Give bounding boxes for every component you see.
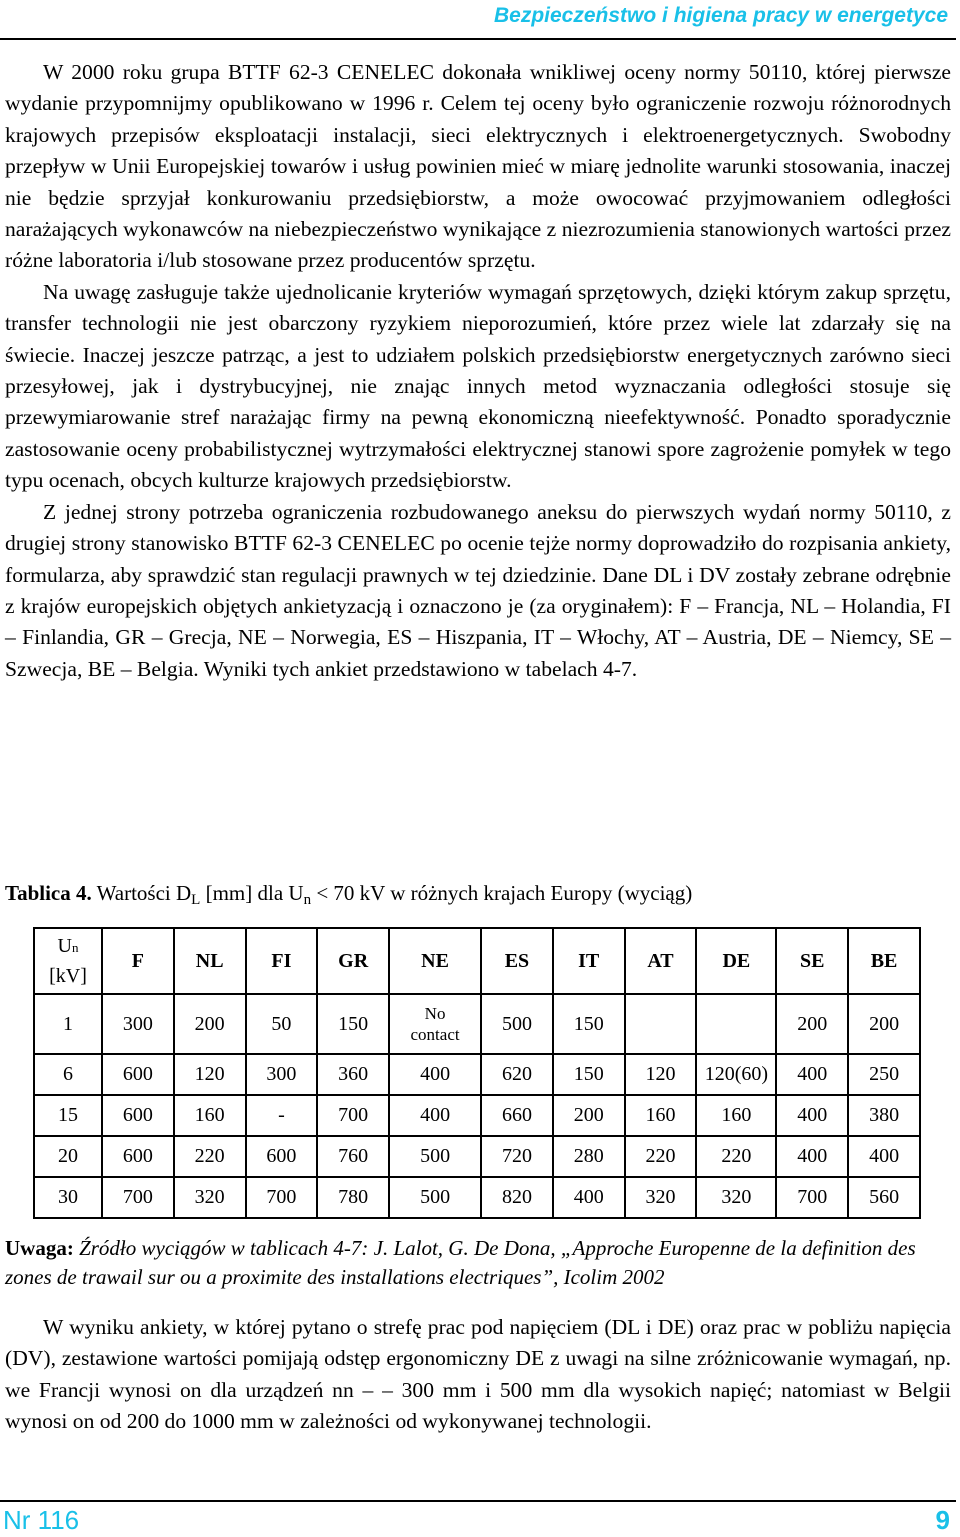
un-header-sub: n bbox=[71, 940, 79, 955]
value-cell: 160 bbox=[174, 1095, 246, 1136]
un-cell: 15 bbox=[34, 1095, 102, 1136]
country-header: AT bbox=[625, 928, 697, 994]
value-cell: 820 bbox=[481, 1177, 553, 1218]
page-header bbox=[0, 0, 956, 40]
table-caption-label: Tablica 4. bbox=[5, 881, 92, 905]
un-cell: 20 bbox=[34, 1136, 102, 1177]
value-cell: 320 bbox=[174, 1177, 246, 1218]
country-header: GR bbox=[317, 928, 389, 994]
un-cell: 6 bbox=[34, 1054, 102, 1095]
table-caption-text-2: [mm] dla U bbox=[200, 881, 304, 905]
table-header-row bbox=[34, 928, 920, 994]
country-header: FI bbox=[246, 928, 318, 994]
value-cell: 620 bbox=[481, 1054, 553, 1095]
value-cell: 500 bbox=[389, 1136, 481, 1177]
page-number: 9 bbox=[935, 1505, 950, 1535]
country-header: F bbox=[102, 928, 174, 994]
value-cell: 500 bbox=[389, 1177, 481, 1218]
source-note-label: Uwaga: bbox=[5, 1236, 74, 1260]
closing-paragraph: W wyniku ankiety, w której pytano o strefę prac pod napięciem (DL i DE) oraz prac w pobliżu napięcia (DV), zestawione wartości pomijają odstęp ergonomiczny DE z uwagi na silne zróżnicowanie wymagań, np. we Francji wynosi on dla urządzeń nn – – 300 mm i 500 mm dla wysokich napięć; natomiast w Belgii wynosi on od 200 do 1000 mm w zależności od wykonywanej technologii. bbox=[5, 1315, 951, 1434]
value-cell: 200 bbox=[174, 994, 246, 1054]
un-header-symbol: U bbox=[57, 935, 72, 957]
country-header: IT bbox=[553, 928, 625, 994]
value-cell: 300 bbox=[102, 994, 174, 1054]
value-cell: 400 bbox=[553, 1177, 625, 1218]
value-cell: 160 bbox=[696, 1095, 776, 1136]
value-cell: 150 bbox=[317, 994, 389, 1054]
value-cell: 400 bbox=[389, 1095, 481, 1136]
paragraph-1: W 2000 roku grupa BTTF 62-3 CENELEC dokonała wnikliwej oceny normy 50110, której pierwsze wydanie przypomnijmy opublikowano w 1996 r. Celem tej oceny było ograniczenie rozwoju różnorodnych krajowych przepisów eksploatacji instalacji, sieci elektrycznych i elektroenergetycznych. Swobodny przepływ w Unii Europejskiej towarów i usług powinien mieć w miarę jednolite warunki stosowania, inaczej nie będzie sprzyjał konkurowaniu przedsiębiorstw, a może owocować przyjmowaniem odległości narażających wykonawców na niebezpieczeństwo wynikające z niezrozumienia stanowionych wartości przez różne laboratoria i/lub stosowane przez producentów sprzętu. bbox=[5, 60, 951, 273]
cell-line: No bbox=[424, 1004, 446, 1023]
un-header-unit: [kV] bbox=[49, 965, 87, 987]
value-cell bbox=[389, 994, 481, 1054]
value-cell: 380 bbox=[848, 1095, 920, 1136]
country-header: BE bbox=[848, 928, 920, 994]
value-cell: 560 bbox=[848, 1177, 920, 1218]
value-cell: 400 bbox=[776, 1054, 848, 1095]
paragraph-3: Z jednej strony potrzeba ograniczenia rozbudowanego aneksu do pierwszych wydań normy 50110, z drugiej strony stanowisko BTTF 62-3 CENELEC po ocenie tejże normy doprowadziło do rozpisania ankiety, formularza, aby sprawdzić stan regulacji prawnych w tej dziedzinie. Dane DL i DV zostały zebrane odrębnie z krajów europejskich objętych ankietyzacją i oznaczono je (za oryginałem): F – Francja, NL – Holandia, FI – Finlandia, GR – Grecja, NE – Norwegia, ES – Hiszpania, IT – Włochy, AT – Austria, DE – Niemcy, SE – Szwecja, BE – Belgia. Wyniki tych ankiet przedstawiono w tabelach 4-7. bbox=[5, 499, 951, 681]
value-cell: 600 bbox=[246, 1136, 318, 1177]
un-cell: 1 bbox=[34, 994, 102, 1054]
paragraph-2: Na uwagę zasługuje także ujednolicanie kryteriów wymagań sprzętowych, dzięki którym zakup sprzętu, transfer technologii nie jest obarczony ryzykiem nieporozumień, które przez wiele lat zdarzały się na świecie. Inaczej jeszcze patrząc, a jest to udziałem polskich przedsiębiorstw energetycznych zarówno sieci przesyłowej, jak i dystrybucyjnej, nie znając innych metod wyznaczania odległości stosuje się przewymiarowanie stref narażając firmy na pewną ekonomiczną nieefektywność. Ponadto sporadycznie zastosowanie oceny probabilistycznej wytrzymałości elektrycznej stanowi spore zagrożenie pomyłek w tego typu ocenach, obcych kulturze krajowych przedsiębiorstw. bbox=[5, 279, 951, 493]
table-caption-sub-2: n bbox=[303, 892, 312, 908]
value-cell: 500 bbox=[481, 994, 553, 1054]
value-cell: 220 bbox=[174, 1136, 246, 1177]
value-cell bbox=[696, 994, 776, 1054]
value-cell: 700 bbox=[246, 1177, 318, 1218]
closing-text bbox=[5, 1312, 951, 1438]
article-body bbox=[5, 57, 951, 685]
value-cell: 720 bbox=[481, 1136, 553, 1177]
value-cell: 320 bbox=[696, 1177, 776, 1218]
table-row bbox=[34, 994, 920, 1054]
value-cell: 200 bbox=[848, 994, 920, 1054]
cell-line: contact bbox=[410, 1025, 460, 1044]
value-cell: 700 bbox=[317, 1095, 389, 1136]
table-row bbox=[34, 1136, 920, 1177]
value-cell: 200 bbox=[776, 994, 848, 1054]
value-cell: 600 bbox=[102, 1095, 174, 1136]
table-row bbox=[34, 1054, 920, 1095]
country-header: ES bbox=[481, 928, 553, 994]
value-cell: 150 bbox=[553, 994, 625, 1054]
value-cell: 600 bbox=[102, 1054, 174, 1095]
source-note-text: Źródło wyciągów w tablicach 4-7: J. Lalot, G. De Dona, „Approche Europenne de la definition des zones de trawail sur ou a proximite des installations electriques”, Icolim 2002 bbox=[5, 1236, 916, 1289]
table-caption-sub-1: L bbox=[191, 892, 201, 908]
value-cell: 220 bbox=[625, 1136, 697, 1177]
values-table bbox=[33, 927, 921, 1219]
issue-number: Nr 116 bbox=[3, 1505, 80, 1535]
country-header: DE bbox=[696, 928, 776, 994]
value-cell: 400 bbox=[776, 1136, 848, 1177]
value-cell: 400 bbox=[389, 1054, 481, 1095]
value-cell: 220 bbox=[696, 1136, 776, 1177]
footer-rule bbox=[0, 1500, 956, 1502]
value-cell: 120(60) bbox=[696, 1054, 776, 1095]
country-header: NE bbox=[389, 928, 481, 994]
value-cell: 280 bbox=[553, 1136, 625, 1177]
country-header: SE bbox=[776, 928, 848, 994]
value-cell: 120 bbox=[174, 1054, 246, 1095]
table-row bbox=[34, 1095, 920, 1136]
value-cell: 700 bbox=[776, 1177, 848, 1218]
value-cell: 760 bbox=[317, 1136, 389, 1177]
value-cell: 400 bbox=[776, 1095, 848, 1136]
value-cell: 160 bbox=[625, 1095, 697, 1136]
table-caption-text-1: Wartości D bbox=[96, 881, 192, 905]
value-cell bbox=[625, 994, 697, 1054]
table-caption bbox=[5, 878, 951, 915]
value-cell: 660 bbox=[481, 1095, 553, 1136]
country-header: NL bbox=[174, 928, 246, 994]
running-title: Bezpieczeństwo i higiena pracy w energetyce bbox=[494, 4, 948, 27]
source-note bbox=[5, 1234, 951, 1292]
value-cell: 320 bbox=[625, 1177, 697, 1218]
value-cell: 50 bbox=[246, 994, 318, 1054]
un-cell: 30 bbox=[34, 1177, 102, 1218]
value-cell: 360 bbox=[317, 1054, 389, 1095]
value-cell: 250 bbox=[848, 1054, 920, 1095]
table-row bbox=[34, 1177, 920, 1218]
value-cell: - bbox=[246, 1095, 318, 1136]
table-caption-text-3: < 70 kV w różnych krajach Europy (wyciąg) bbox=[311, 881, 693, 905]
value-cell: 200 bbox=[553, 1095, 625, 1136]
value-cell: 300 bbox=[246, 1054, 318, 1095]
value-cell: 780 bbox=[317, 1177, 389, 1218]
value-cell: 400 bbox=[848, 1136, 920, 1177]
un-header bbox=[34, 928, 102, 994]
value-cell: 120 bbox=[625, 1054, 697, 1095]
value-cell: 700 bbox=[102, 1177, 174, 1218]
value-cell: 600 bbox=[102, 1136, 174, 1177]
value-cell: 150 bbox=[553, 1054, 625, 1095]
